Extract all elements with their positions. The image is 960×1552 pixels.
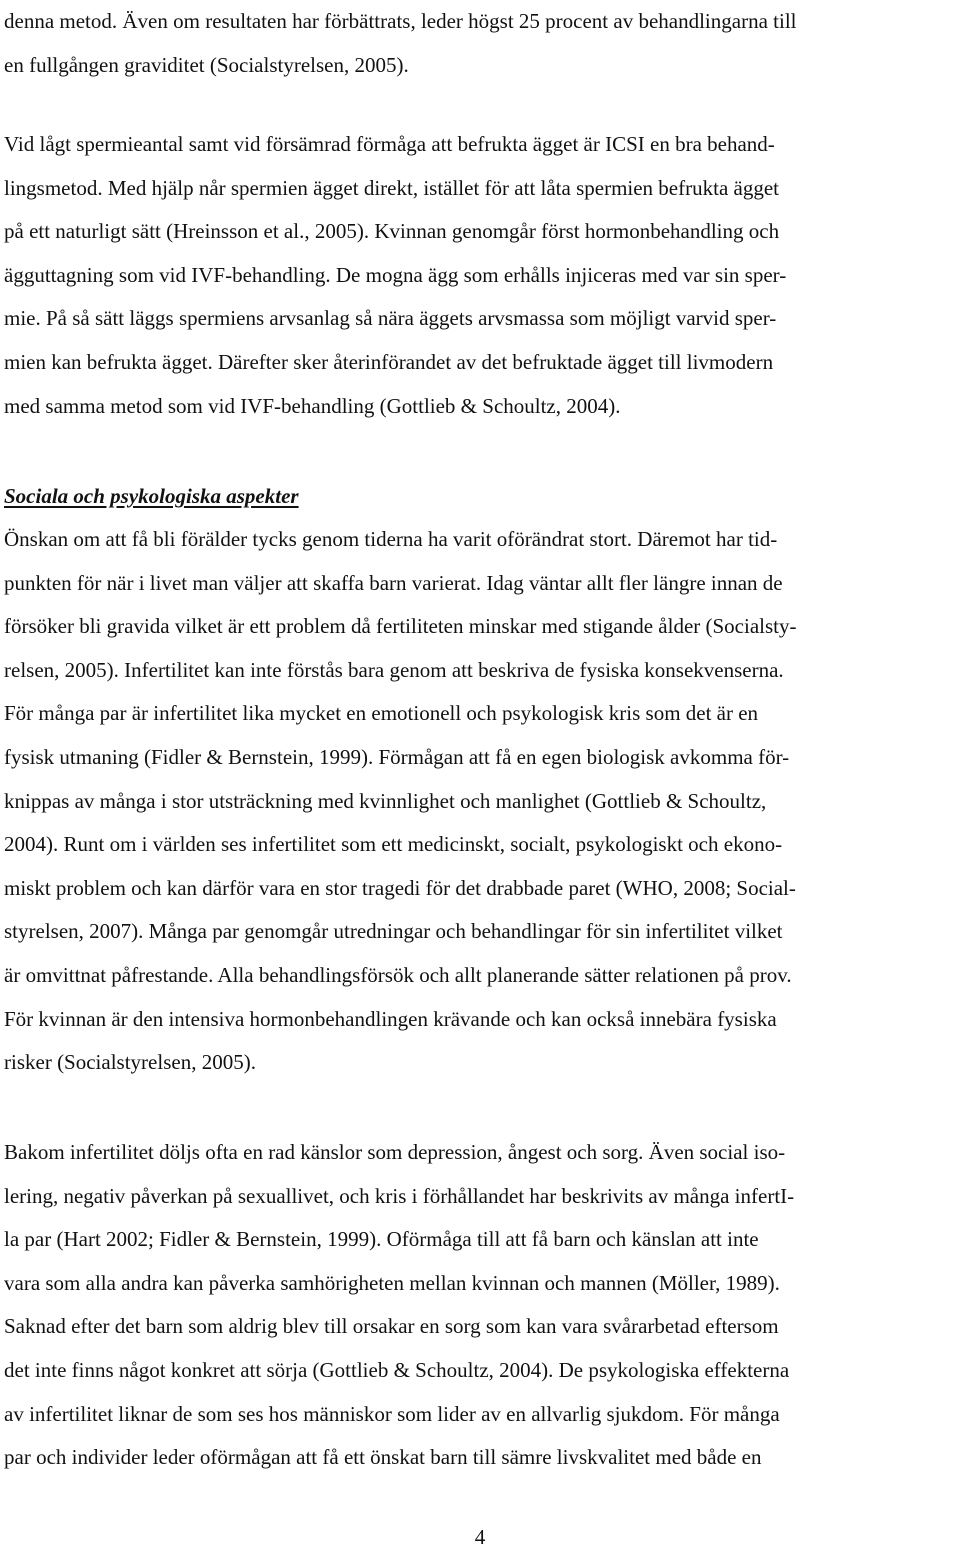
text-line: med samma metod som vid IVF-behandling (Gottlieb & Schoultz, 2004). — [4, 393, 621, 418]
text-line: risker (Socialstyrelsen, 2005). — [4, 1050, 256, 1075]
text-line: För kvinnan är den intensiva hormonbehandlingen krävande och kan också innebära fysiska — [4, 1006, 777, 1031]
paragraph-3 — [4, 518, 956, 1085]
text-line: Önskan om att få bli förälder tycks genom tiderna ha varit oförändrat stort. Däremot har tid- — [4, 527, 778, 551]
text-line: vara som alla andra kan påverka samhörigheten mellan kvinnan och mannen (Möller, 1989). — [4, 1270, 780, 1295]
text-line: knippas av många i stor utsträckning med kvinnlighet och manlighet (Gottlieb & Schoultz, — [4, 788, 767, 813]
text-line: Bakom infertilitet döljs ofta en rad känslor som depression, ångest och sorg. Även social iso- — [4, 1140, 786, 1164]
text-line: ägguttagning som vid IVF-behandling. De mogna ägg som erhålls injiceras med var sin sper- — [4, 262, 787, 287]
text-line: mien kan befrukta ägget. Därefter sker återinförandet av det befruktade ägget till livmodern — [4, 349, 774, 374]
paragraph-1 — [4, 0, 956, 87]
text-line: mie. På så sätt läggs spermiens arvsanlag så nära äggets arvsmassa som möjligt varvid sper- — [4, 306, 777, 331]
paragraph-2 — [4, 123, 956, 428]
text-line: miskt problem och kan därför vara en stor tragedi för det drabbade paret (WHO, 2008; Social- — [4, 875, 796, 900]
text-line: relsen, 2005). Infertilitet kan inte förstås bara genom att beskriva de fysiska konsekvenserna. — [4, 657, 784, 682]
text-line: par och individer leder oförmågan att få ett önskat barn till sämre livskvalitet med både en — [4, 1445, 762, 1470]
text-line: fysisk utmaning (Fidler & Bernstein, 1999). Förmågan att få en egen biologisk avkomma för- — [4, 744, 790, 769]
paragraph-4 — [4, 1131, 956, 1480]
text-line: denna metod. Även om resultaten har förbättrats, leder högst 25 procent av behandlingarna till — [4, 9, 797, 33]
text-line: Vid lågt spermieantal samt vid försämrad förmåga att befrukta ägget är ICSI en bra behand- — [4, 132, 775, 156]
text-line: Saknad efter det barn som aldrig blev till orsakar en sorg som kan vara svårarbetad eftersom — [4, 1314, 779, 1339]
text-line: försöker bli gravida vilket är ett problem då fertiliteten minskar med stigande ålder (Socialsty- — [4, 614, 797, 639]
section-heading: Sociala och psykologiska aspekter — [4, 484, 299, 508]
text-line: För många par är infertilitet lika mycket en emotionell och psykologisk kris som det är en — [4, 701, 759, 726]
text-line: av infertilitet liknar de som ses hos människor som lider av en allvarlig sjukdom. För många — [4, 1401, 780, 1426]
text-line: en fullgången graviditet (Socialstyrelsen, 2005). — [4, 52, 409, 77]
page-number: 4 — [474, 1525, 486, 1549]
text-line: lering, negativ påverkan på sexuallivet, och kris i förhållandet har beskrivits av många infertI- — [4, 1183, 795, 1208]
text-line: styrelsen, 2007). Många par genomgår utredningar och behandlingar för sin infertilitet vilket — [4, 919, 783, 944]
text-line: på ett naturligt sätt (Hreinsson et al., 2005). Kvinnan genomgår först hormonbehandling och — [4, 219, 780, 244]
text-line: la par (Hart 2002; Fidler & Bernstein, 1999). Oförmåga till att få barn och känslan att inte — [4, 1227, 759, 1252]
text-line: punkten för när i livet man väljer att skaffa barn varierat. Idag väntar allt fler längre innan de — [4, 570, 783, 595]
text-line: lingsmetod. Med hjälp når spermien ägget direkt, istället för att låta spermien befrukta ägget — [4, 175, 780, 200]
text-line: 2004). Runt om i världen ses infertilitet som ett medicinskt, socialt, psykologiskt och ekono- — [4, 832, 783, 857]
text-line: det inte finns något konkret att sörja (Gottlieb & Schoultz, 2004). De psykologiska effekterna — [4, 1357, 790, 1382]
text-line: är omvittnat påfrestande. Alla behandlingsförsök och allt planerande sätter relationen på prov. — [4, 962, 792, 987]
